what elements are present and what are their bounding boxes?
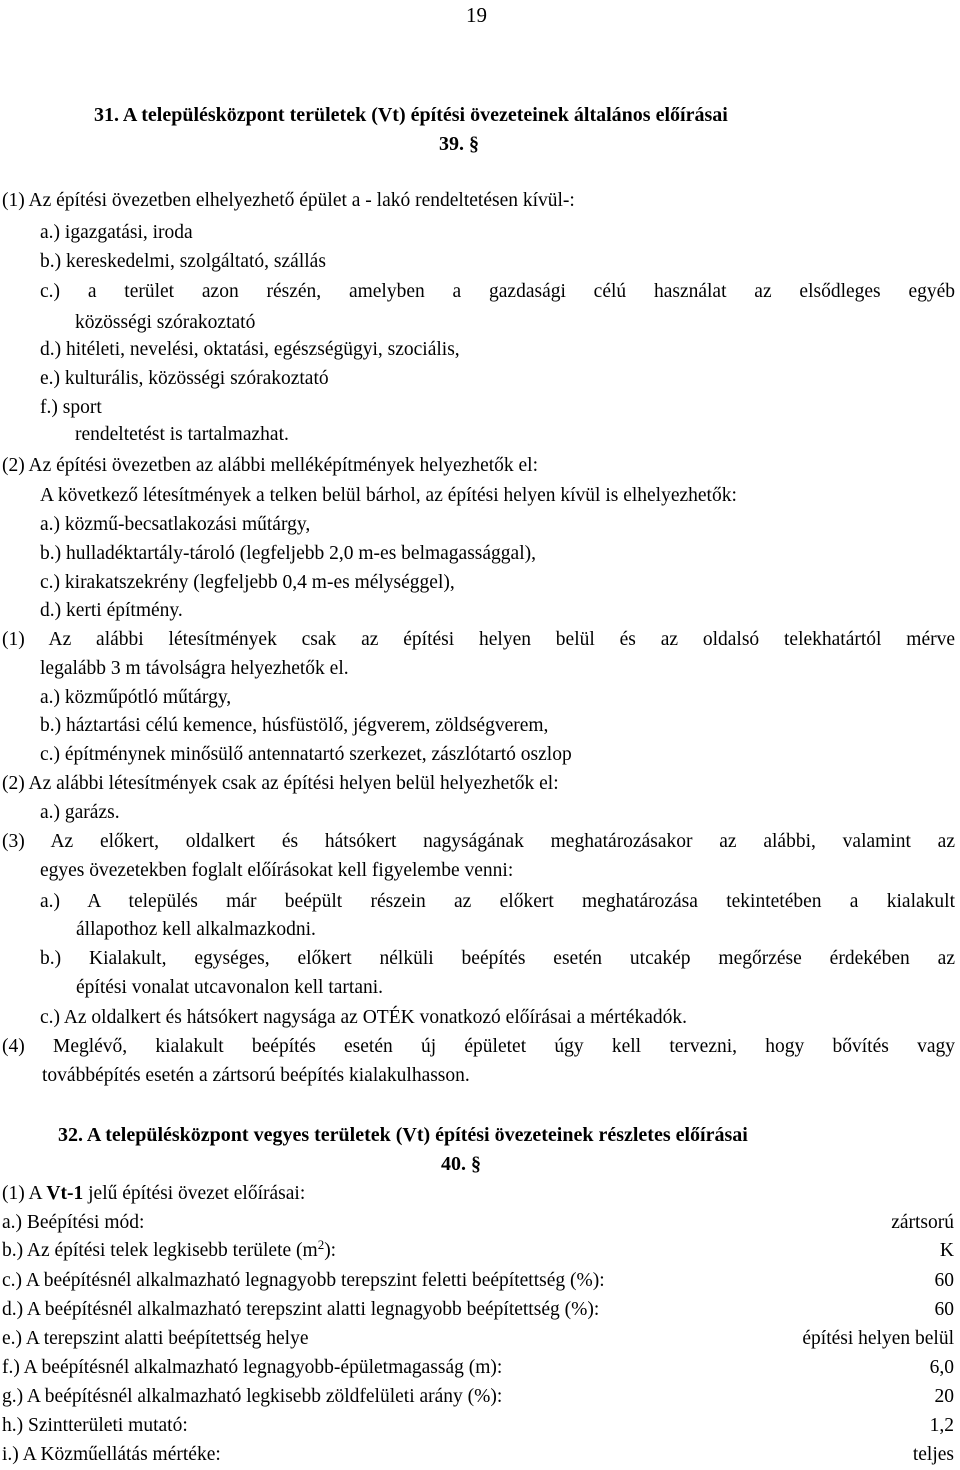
vt1-row-d-value: 60	[934, 1299, 954, 1320]
vt1-row-g-label: g.) A beépítésnél alkalmazható legkisebb zöldfelületi arány (%):	[2, 1386, 503, 1407]
section-31-paragraph-number: 39. §	[439, 133, 479, 155]
s31-line-27: b.) Kialakult, egységes, előkert nélküli beépítés esetén utcakép megőrzése érdekében az	[40, 948, 955, 969]
section-32-paragraph-number: 40. §	[441, 1153, 481, 1175]
vt1-row-h-value: 1,2	[929, 1415, 954, 1436]
s31-line-29: c.) Az oldalkert és hátsókert nagysága az OTÉK vonatkozó előírásai a mértékadók.	[40, 1007, 688, 1028]
vt1-zone-code: Vt-1	[46, 1183, 84, 1204]
vt1-row-c-value: 60	[934, 1270, 954, 1291]
vt1-intro	[2, 1184, 305, 1204]
s31-line-5: közösségi szórakoztató	[75, 312, 256, 333]
s31-line-2: a.) igazgatási, iroda	[40, 222, 193, 243]
vt1-row-b-label-text: b.) Az építési telek legkisebb területe (m	[2, 1240, 318, 1261]
s31-line-12: a.) közmű-becsatlakozási műtárgy,	[40, 514, 311, 535]
s31-line-9: rendeltetést is tartalmazhat.	[75, 424, 289, 445]
vt1-row-a-label: a.) Beépítési mód:	[2, 1212, 145, 1233]
s31-line-3: b.) kereskedelmi, szolgáltató, szállás	[40, 251, 326, 272]
s31-line-26: állapothoz kell alkalmazkodni.	[76, 919, 316, 940]
s31-line-31: továbbépítés esetén a zártsorú beépítés kialakulhasson.	[42, 1065, 470, 1086]
s31-line-19: b.) háztartási célú kemence, húsfüstölő, jégverem, zöldségverem,	[40, 715, 549, 736]
s31-line-4: c.) a terület azon részén, amelyben a gazdasági célú használat az elsődleges egyéb	[40, 281, 955, 302]
s31-line-7: e.) kulturális, közösségi szórakoztató	[40, 368, 329, 389]
vt1-row-f-value: 6,0	[929, 1357, 954, 1378]
s31-line-17: legalább 3 m távolságra helyezhetők el.	[40, 658, 349, 679]
s31-line-21: (2) Az alábbi létesítmények csak az építési helyen belül helyezhetők el:	[2, 773, 559, 794]
vt1-row-i-value: teljes	[912, 1444, 954, 1465]
vt1-row-b-label-post: ):	[324, 1240, 337, 1261]
s31-line-16: (1) Az alábbi létesítmények csak az építési helyen belül és az oldalsó telekhatártól mérve	[2, 629, 955, 650]
vt1-row-b-value: K	[939, 1240, 954, 1261]
s31-line-22: a.) garázs.	[40, 802, 120, 823]
s31-line-14: c.) kirakatszekrény (legfeljebb 0,4 m-es mélységgel),	[40, 572, 455, 593]
vt1-row-f-label: f.) A beépítésnél alkalmazható legnagyobb-épületmagasság (m):	[2, 1357, 503, 1378]
page-number: 19	[466, 3, 487, 27]
s31-line-15: d.) kerti építmény.	[40, 600, 183, 621]
s31-line-30: (4) Meglévő, kialakult beépítés esetén új épületet úgy kell tervezni, hogy bővítés vagy	[2, 1036, 955, 1057]
vt1-row-a-value: zártsorú	[891, 1212, 954, 1233]
s31-line-1: (1) Az építési övezetben elhelyezhető épület a - lakó rendeltetésen kívül-:	[2, 190, 575, 211]
s31-line-25: a.) A település már beépült részein az előkert meghatározása tekintetében a kialakult	[40, 891, 955, 912]
s31-line-13: b.) hulladéktartály-tároló (legfeljebb 2,0 m-es belmagassággal),	[40, 543, 536, 564]
vt1-intro-pre: (1) A	[2, 1183, 47, 1204]
section-32-title: 32. A településközpont vegyes területek (Vt) építési övezeteinek részletes előírásai	[58, 1124, 748, 1146]
s31-line-11: A következő létesítmények a telken belül bárhol, az építési helyen kívül is elhelyezhetők:	[40, 485, 737, 506]
vt1-row-h-label: h.) Szintterületi mutató:	[2, 1415, 188, 1436]
s31-line-10: (2) Az építési övezetben az alábbi melléképítmények helyezhetők el:	[2, 455, 539, 476]
s31-line-28: építési vonalat utcavonalon kell tartani.	[76, 977, 384, 998]
vt1-row-e-label: e.) A terepszint alatti beépítettség helye	[2, 1328, 309, 1349]
s31-line-8: f.) sport	[40, 397, 102, 418]
vt1-row-b-label	[2, 1237, 337, 1261]
vt1-row-b-superscript: 2	[317, 1237, 325, 1252]
vt1-row-i-label: i.) A Közműellátás mértéke:	[2, 1444, 221, 1465]
s31-line-24: egyes övezetekben foglalt előírásokat kell figyelembe venni:	[40, 860, 514, 881]
vt1-row-e-value: építési helyen belül	[802, 1328, 954, 1349]
vt1-row-c-label: c.) A beépítésnél alkalmazható legnagyobb terepszint feletti beépítettség (%):	[2, 1270, 605, 1291]
vt1-row-d-label: d.) A beépítésnél alkalmazható terepszint alatti legnagyobb beépítettség (%):	[2, 1299, 600, 1320]
s31-line-20: c.) építménynek minősülő antennatartó szerkezet, zászlótartó oszlop	[40, 744, 572, 765]
s31-line-18: a.) közműpótló műtárgy,	[40, 687, 232, 708]
s31-line-6: d.) hitéleti, nevelési, oktatási, egészségügyi, szociális,	[40, 339, 460, 360]
vt1-intro-post: jelű építési övezet előírásai:	[83, 1183, 306, 1204]
section-31-title: 31. A településközpont területek (Vt) építési övezeteinek általános előírásai	[94, 104, 728, 126]
s31-line-23: (3) Az előkert, oldalkert és hátsókert nagyságának meghatározásakor az alábbi, valamint az	[2, 831, 955, 852]
vt1-row-g-value: 20	[934, 1386, 954, 1407]
